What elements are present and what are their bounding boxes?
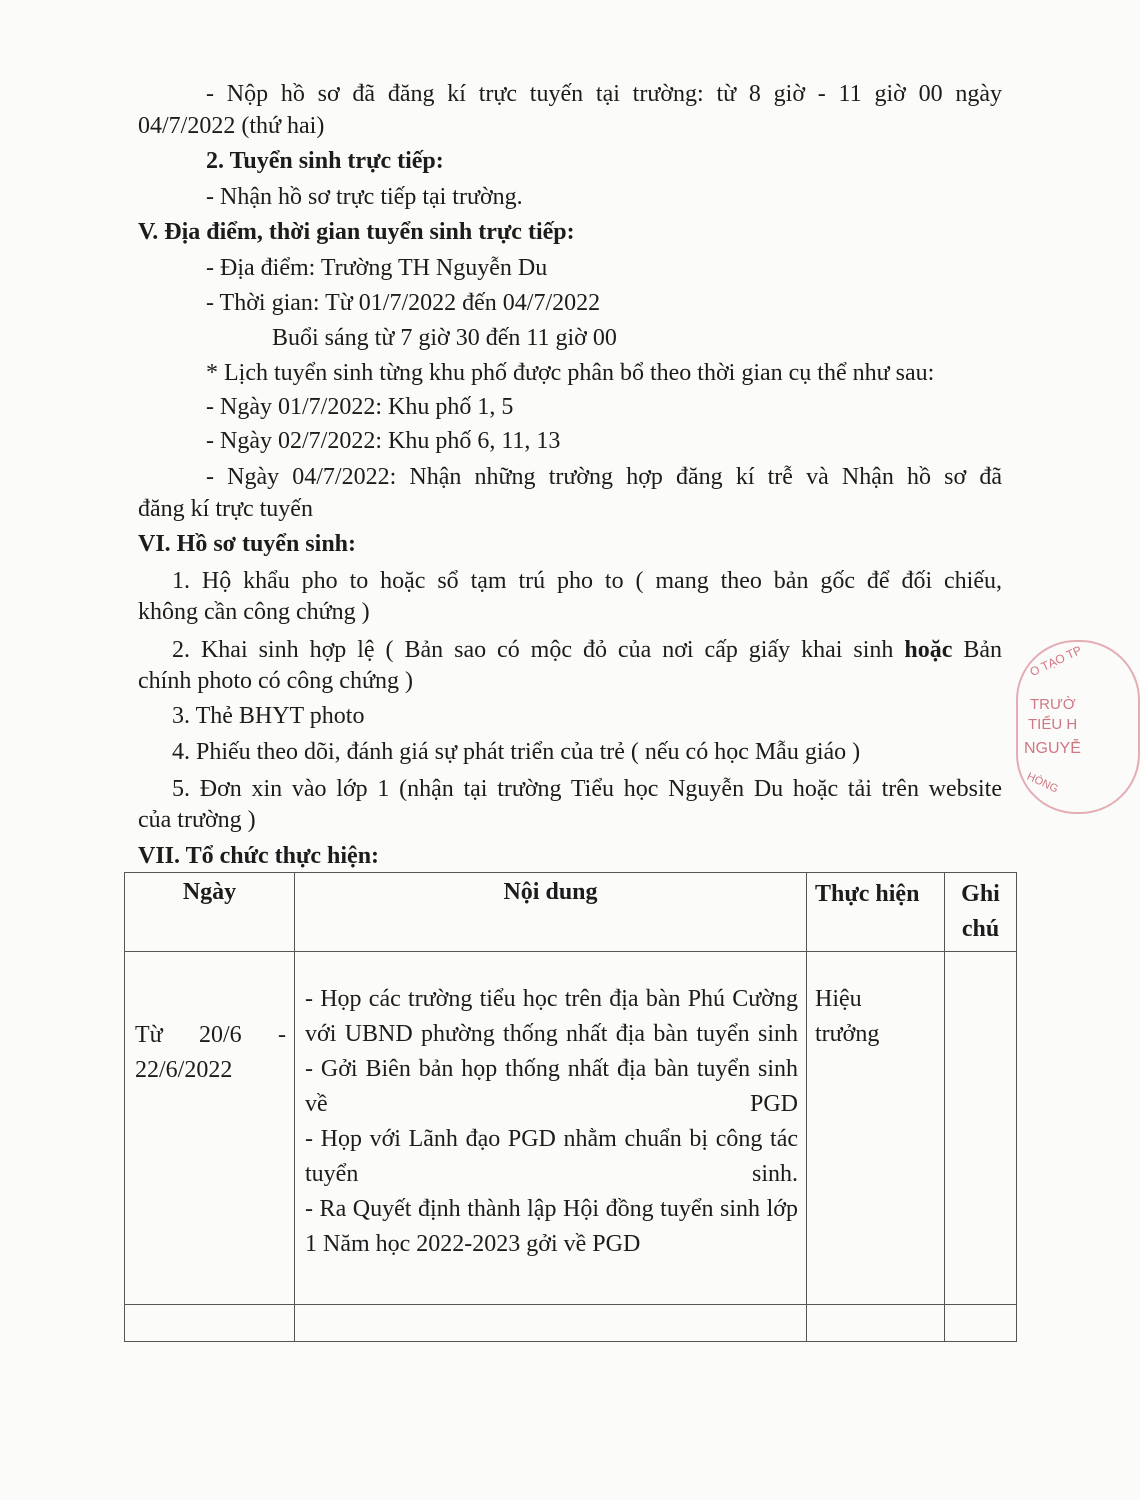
- schedule-day-2: - Ngày 02/7/2022: Khu phố 6, 11, 13: [206, 428, 561, 454]
- schedule-day-1: - Ngày 01/7/2022: Khu phố 1, 5: [206, 394, 514, 420]
- school-stamp: O TẠO TP TRƯỜ TIỂU H NGUYỄ HÒNG: [1016, 640, 1140, 814]
- schedule-day-3: - Ngày 04/7/2022: Nhận những trường hợp đăng kí trễ và Nhận hồ sơ đã: [206, 464, 1002, 490]
- intro-line-2: - Nhận hồ sơ trực tiếp tại trường.: [206, 184, 523, 210]
- heading-section-7: VII. Tổ chức thực hiện:: [138, 843, 380, 869]
- implementation-table: [124, 872, 1017, 1342]
- content-bullet-4: - Ra Quyết định thành lập Hội đồng tuyển sinh lớp 1 Năm học 2022-2023 gởi về PGD: [305, 1196, 798, 1257]
- cell-date: Từ 20/6 - 22/6/2022: [125, 952, 295, 1305]
- doc-item-5: 5. Đơn xin vào lớp 1 (nhận tại trường Tiểu học Nguyễn Du hoặc tải trên website: [172, 776, 1002, 802]
- cell-note: [945, 952, 1017, 1305]
- header-note: Ghi chú: [945, 873, 1017, 952]
- header-executor: Thực hiện: [807, 873, 945, 952]
- intro-line-1: - Nộp hồ sơ đã đăng kí trực tuyến tại trường: từ 8 giờ - 11 giờ 00 ngày: [206, 81, 1002, 107]
- doc-item-2-cont: chính photo có công chứng ): [138, 668, 413, 694]
- doc-item-2-bold: hoặc: [904, 637, 953, 663]
- doc-item-1-cont: không cần công chứng ): [138, 599, 370, 625]
- cell-content: [295, 952, 807, 1305]
- content-bullet-3: - Họp với Lãnh đạo PGD nhằm chuẩn bị công tác tuyển sinh.: [305, 1126, 798, 1187]
- doc-item-4: 4. Phiếu theo dõi, đánh giá sự phát triển của trẻ ( nếu có học Mẫu giáo ): [172, 739, 861, 765]
- heading-direct-enrollment: 2. Tuyển sinh trực tiếp:: [206, 148, 444, 174]
- doc-item-2-text: 2. Khai sinh hợp lệ ( Bản sao có mộc đỏ của nơi cấp giấy khai sinh: [172, 637, 894, 663]
- header-date: Ngày: [125, 873, 295, 952]
- doc-item-3: 3. Thẻ BHYT photo: [172, 703, 365, 729]
- place-line: - Địa điểm: Trường TH Nguyễn Du: [206, 255, 548, 281]
- cell-executor: Hiệu trưởng: [807, 952, 945, 1305]
- heading-section-5: V. Địa điểm, thời gian tuyển sinh trực tiếp:: [138, 219, 575, 245]
- schedule-note: * Lịch tuyển sinh từng khu phố được phân bổ theo thời gian cụ thể như sau:: [206, 360, 935, 386]
- doc-item-2-end: Bản: [963, 637, 1003, 663]
- content-bullet-1: - Họp các trường tiểu học trên địa bàn Phú Cường với UBND phường thống nhất địa bàn tuyển sinh: [305, 986, 798, 1047]
- time-line: - Thời gian: Từ 01/7/2022 đến 04/7/2022: [206, 290, 601, 316]
- table-row: [125, 952, 1017, 1305]
- morning-line: Buổi sáng từ 7 giờ 30 đến 11 giờ 00: [272, 325, 617, 351]
- table-header-row: [125, 873, 1017, 952]
- doc-item-5-cont: của trường ): [138, 807, 256, 833]
- intro-line-1-cont: 04/7/2022 (thứ hai): [138, 113, 325, 139]
- doc-item-1: 1. Hộ khẩu pho to hoặc sổ tạm trú pho to ( mang theo bản gốc để đối chiếu,: [172, 568, 1002, 594]
- heading-section-6: VI. Hồ sơ tuyển sinh:: [138, 531, 357, 557]
- doc-item-2: [172, 634, 1002, 666]
- content-bullet-2: - Gởi Biên bản họp thống nhất địa bàn tuyển sinh về PGD: [305, 1056, 798, 1117]
- schedule-day-3-cont: đăng kí trực tuyến: [138, 496, 313, 522]
- header-content: Nội dung: [295, 873, 807, 952]
- table-row-empty: [125, 1305, 1017, 1342]
